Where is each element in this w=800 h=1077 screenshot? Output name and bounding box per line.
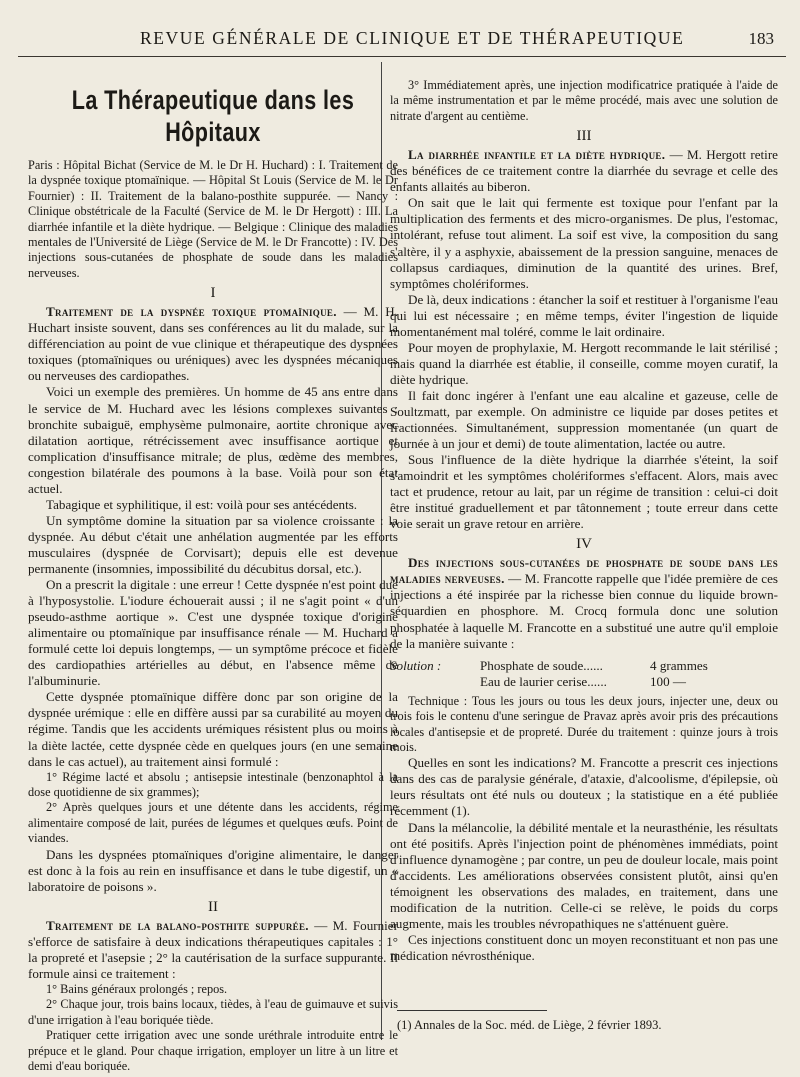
journal-title: REVUE GÉNÉRALE DE CLINIQUE ET DE THÉRAPEUTIQUE bbox=[140, 28, 685, 48]
solution-quantity: 4 grammes bbox=[650, 657, 708, 673]
list-item: 2° Après quelques jours et une détente dans les accidents, régime alimentaire composé de lait, purées de légumes et quelques œufs. Point de viandes. bbox=[28, 800, 398, 846]
list-item: 1° Bains généraux prolongés ; repos. bbox=[46, 981, 228, 996]
paragraph: Voici un exemple des premières. Un homme de 45 ans entre dans le service de M. Huchard avec les lésions complexes suivantes : bronchite subaiguë, emphysème pulmonaire, aortite chronique avec dilatation aortique, rétrécissement avec insuffisance aortique et complication d'insuffisance mitrale; de plus, œdème des membres, congestion bilatérale des poumons à la base. Voilà pour son état actuel. bbox=[28, 384, 398, 496]
header-rule bbox=[18, 56, 786, 57]
section-1-paragraph bbox=[28, 304, 398, 384]
section-2-title: Traitement de la balano-posthite suppurée. bbox=[46, 917, 309, 933]
section-1-text: — M. H. Huchart insiste souvent, dans ses conférences au lit du malade, sur la différenciation au point de vue clinique et thérapeutique des dyspnées toxiques (ptomaïniques ou uréniques) avec les dyspnées mécaniques ou nerveuses des cardiopathes. bbox=[28, 304, 398, 384]
solution-quantity: 100 — bbox=[650, 673, 687, 689]
technique-paragraph: Technique : Tous les jours ou tous les deux jours, injecter une, deux ou trois fois le contenu d'une seringue de Pravaz après avoir pris des précautions locales d'antisepsie et de propreté. Durée du traitement : quinze jours à trois mois. bbox=[390, 693, 778, 754]
paragraph: Dans les dyspnées ptomaïniques d'origine alimentaire, le danger est donc à la fois au rein en insuffisance et dans le tube digestif, un « laboratoire de poisons ». bbox=[28, 846, 398, 894]
solution-ingredient: Phosphate de soude...... bbox=[480, 657, 603, 673]
paragraph: De là, deux indications : étancher la soif et restituer à l'organisme l'eau qui lui est nécessaire ; en même temps, éviter l'ingestion de liquide momentanément mal toléré, comme le lait ordinaire. bbox=[390, 291, 778, 339]
footnote: (1) Annales de la Soc. méd. de Liège, 2 février 1893. bbox=[397, 1018, 662, 1032]
left-column bbox=[28, 78, 398, 1074]
right-column bbox=[390, 78, 778, 964]
paragraph: 3° Immédiatement après, une injection modificatrice pratiquée à l'aide de la même instrumentation et par le même procédé, mais avec une solution de nitrate d'argent au centième. bbox=[390, 78, 778, 123]
summary-paragraph: Paris : Hôpital Bichat (Service de M. le Dr H. Huchard) : I. Traitement de la dyspnée toxique ptomaïnique. — Hôpital St Louis (Service de M. le Dr Fournier) : II. Traitement de la balano-posthite suppurée. — Nancy : Clinique obstétricale de la Faculté (Service de M. le Dr Hergott) : III. La diarrhée infantile et la diète hydrique. — Belgique : Clinique des maladies mentales de l'Université de Liège (Service de M. le Dr Francotte) : IV. Des injections sous-cutanées de phosphate de soude dans les maladies nerveuses. bbox=[28, 158, 398, 280]
solution-ingredient: Eau de laurier cerise...... bbox=[480, 673, 607, 689]
section-3-title: La diarrhée infantile et la diète hydrique. bbox=[408, 147, 666, 163]
list-item: 1° Régime lacté et absolu ; antisepsie intestinale (benzonaphtol à la dose quotidienne de six grammes); bbox=[28, 769, 398, 800]
solution-label-spacer bbox=[390, 674, 480, 690]
list-item: 2° Chaque jour, trois bains locaux, tièdes, à l'eau de guimauve et suivis d'une irrigation à l'eau boriquée tiède. bbox=[28, 997, 398, 1027]
solution-formula bbox=[390, 658, 778, 690]
section-1-title: Traitement de la dyspnée toxique ptomaïnique. bbox=[46, 304, 337, 320]
paragraph: Quelles en sont les indications? M. Francotte a prescrit ces injections dans des cas de paralysie générale, d'ataxie, d'alcoolisme, d'épilepsie, où leurs résultats ont été nuls ou douteux ; la statistique en a été publiée récemment (1). bbox=[390, 755, 778, 819]
page-number: 183 bbox=[748, 29, 774, 48]
paragraph: On a prescrit la digitale : une erreur ! Cette dyspnée n'est point due à l'hyposystolie. L'iodure échouerait aussi ; il ne s'agit point « d'un pseudo-asthme aortique ». C'est une dyspnée toxique d'origine alimentaire ou ptomaïnique par insuffisance rénale — M. Huchard a formulé cette loi depuis longtemps, — un symptôme précoce et fidèle des cardiopathies artérielles au début, en l'absence même de l'albuminurie. bbox=[28, 577, 398, 689]
section-number-2: II bbox=[208, 898, 218, 915]
section-banner: La Thérapeutique dans les Hôpitaux bbox=[71, 85, 355, 147]
section-4-text: — M. Francotte rappelle que l'idée première de ces injections a été inspirée par la richesse bien connue du liquide brown-séquardien en phosphore. M. Crocq formula donc une solution phosphatée à laquelle M. Francotte en a substitué une autre qu'il emploie de la manière suivante : bbox=[390, 571, 778, 651]
solution-label: Solution : bbox=[390, 657, 442, 673]
section-number-3: III bbox=[576, 128, 592, 145]
paragraph: Un symptôme domine la situation par sa violence croissante : la dyspnée. Au début c'était une anhélation augmentée par les efforts musculaires (dyspnée de Corvisart); depuis elle est devenue permanente (insomnies, impossibilité du décubitus dorsal, etc.). bbox=[28, 512, 398, 576]
paragraph: Dans la mélancolie, la débilité mentale et la neurasthénie, les résultats ont été positifs. Après l'injection point de phénomènes immédiats, point d'influence dynamogène ; par contre, un peu de douleur locale, mais point d'accidents. Les améliorations observées consistent plutôt, ainsi qu'en témoignent les observations des malades, en traitement, dans une modification de la nutrition. Celle-ci se relève, le poids du corps augmente, mais les troubles névropathiques ne s'atténuent guère. bbox=[390, 819, 778, 931]
paragraph: Sous l'influence de la diète hydrique la diarrhée s'éteint, la soif s'amoindrit et les symptômes cholériformes s'effacent. Alors, mais avec tact et prudence, retour au lait, par un régime de transition : celui-ci doit être institué graduellement et par tâtonnement ; toute erreur dans cette voie serait un grave retour en arrière. bbox=[390, 452, 778, 532]
section-2-paragraph bbox=[28, 918, 398, 982]
paragraph: Ces injections constituent donc un moyen reconstituant et non pas une médication névrosthénique. bbox=[390, 931, 778, 963]
paragraph: Il fait donc ingérer à l'enfant une eau alcaline et gazeuse, celle de Soultzmatt, par exemple. On administre ce liquide par doses petites et fractionnées. Simultanément, suppression momentanée (un quart de journée à un jour et demi) de toute alimentation, lactée ou autre. bbox=[390, 387, 778, 452]
section-number-4: IV bbox=[576, 536, 592, 553]
section-4-title: Des injections sous-cutanées de phosphate de soude dans les maladies nerveuses. bbox=[390, 555, 778, 587]
solution-row bbox=[390, 674, 778, 690]
section-2-text: — M. Fournier s'efforce de satisfaire à deux indications thérapeutiques capitales : 1° la propreté et l'asepsie ; 2° la cautérisation de la surface suppurante. Il formule ainsi ce traitement : bbox=[28, 917, 398, 981]
section-number-1: I bbox=[210, 285, 216, 302]
list-item: Pratiquer cette irrigation avec une sonde uréthrale introduite entre le prépuce et le gland. Pour chaque irrigation, employer un litre à un litre et demi d'eau boriquée. bbox=[28, 1028, 398, 1073]
section-3-paragraph bbox=[390, 147, 778, 195]
footnote-rule bbox=[397, 1010, 547, 1011]
paragraph: Tabagique et syphilitique, il est: voilà pour ses antécédents. bbox=[46, 496, 358, 512]
paragraph: Pour moyen de prophylaxie, M. Hergott recommande le lait stérilisé ; mais quand la diarrhée est établie, il conseille, comme moyen curatif, la diète hydrique. bbox=[390, 339, 778, 387]
paragraph: On sait que le lait qui fermente est toxique pour l'enfant par la multiplication des ferments et des micro-organismes. De plus, l'estomac, intolérant, refuse tout aliment. La soif est vive, la composition du sang s'altère, il y a asphyxie, abaissement de la pression sanguine, menaces de collapsus cardiaques, diminution de la quantité des urines. Bref, symptômes cholériformes. bbox=[390, 195, 778, 291]
section-4-paragraph bbox=[390, 555, 778, 651]
paragraph: Cette dyspnée ptomaïnique diffère donc par son origine de la dyspnée urémique : elle en diffère aussi par sa curabilité au moyen du régime. Tandis que les accidents urémiques résistent plus ou moins à la diète lactée, cette dyspnée cède en quelques jours (en une semaine dans le cas actuel), au traitement ainsi formulé : bbox=[28, 689, 398, 769]
solution-row bbox=[390, 658, 778, 674]
running-head bbox=[30, 28, 778, 50]
section-3-text: — M. Hergott retire des bénéfices de ce traitement contre la diarrhée du sevrage et celle des enfants allaités au biberon. bbox=[390, 147, 778, 195]
